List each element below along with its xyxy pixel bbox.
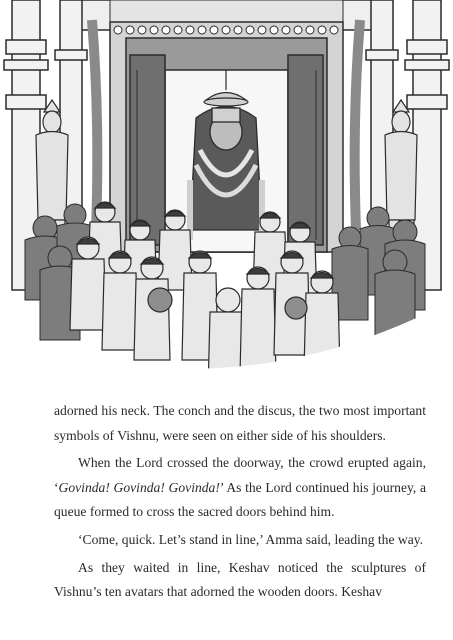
paragraph-2-end: ’ As the Lord continued his journey, a queue formed to cross the sacred doors behind him. (54, 479, 426, 520)
paragraph-2 (54, 451, 426, 525)
paragraph-3: ‘Come, quick. Let’s stand in line,’ Amma said, leading the way. (78, 531, 424, 547)
story-text (54, 399, 426, 608)
chant-text: Govinda! Govinda! Govinda! (58, 479, 220, 495)
garland-right (355, 20, 360, 230)
paragraph-1: adorned his neck. The conch and the discus, the two most important symbols of Vishnu, were seen on either side of his shoulders. (54, 403, 426, 443)
garland-left (92, 20, 97, 230)
deity-figure (190, 107, 262, 241)
paragraph-2-start: When the Lord crossed the doorway, the crowd erupted again, ‘ (54, 455, 426, 495)
paragraph-4: As they waited in line, Keshav noticed the sculptures of Vishnu’s ten avatars that adorned the wooden doors. Keshav (54, 559, 426, 600)
